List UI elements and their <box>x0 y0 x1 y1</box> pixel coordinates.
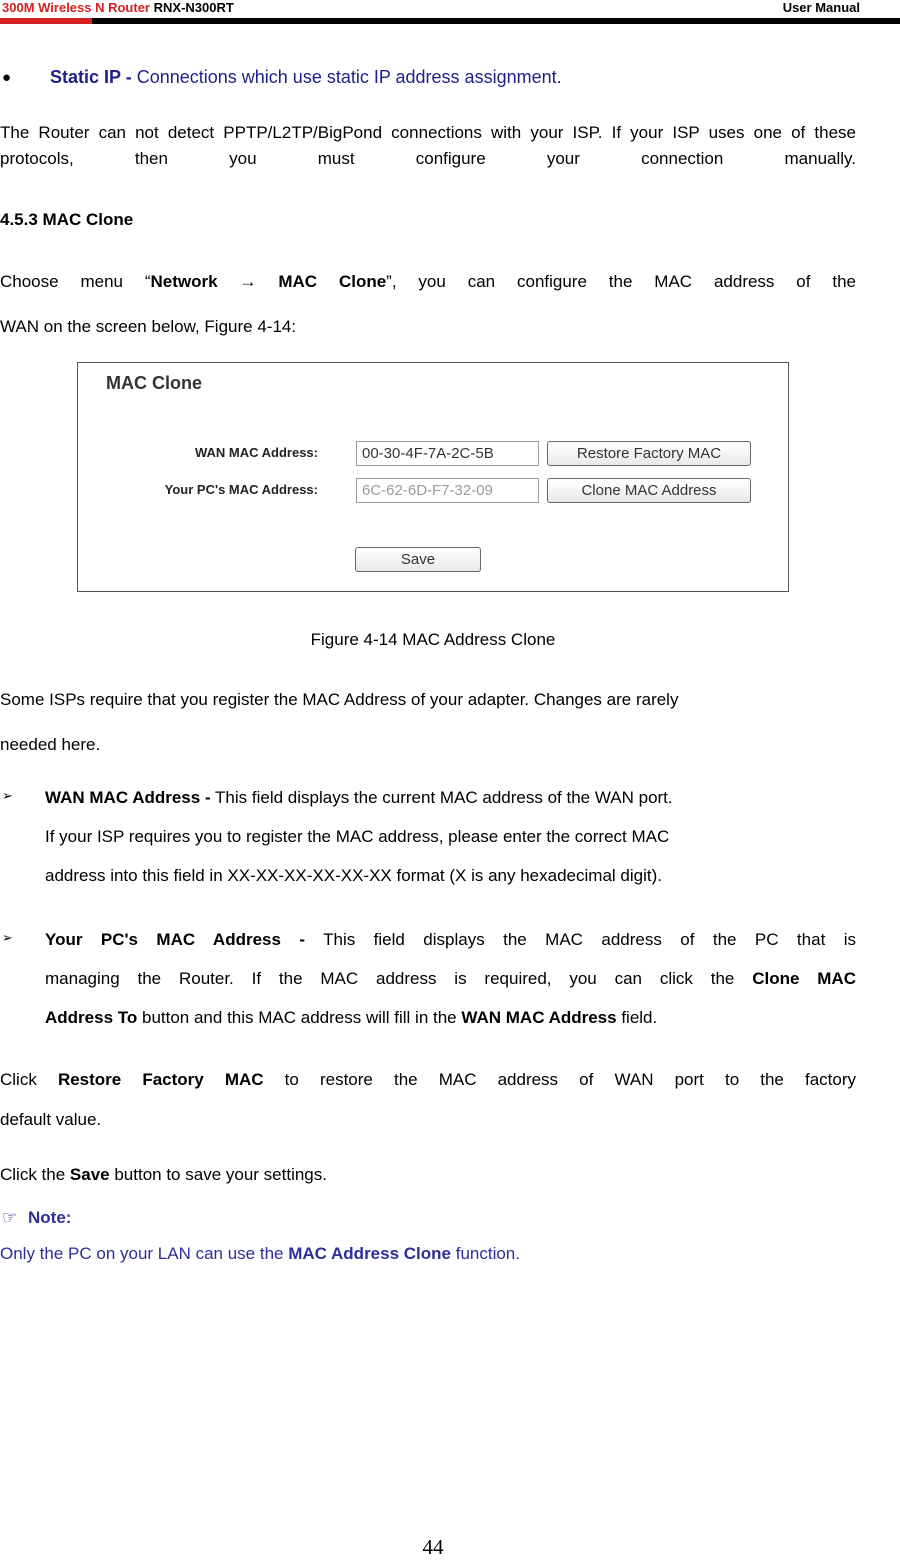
header-manual: User Manual <box>782 0 860 15</box>
pointing-hand-icon: ☞ <box>2 1208 18 1227</box>
pc-mac-label: Your PC's MAC Address: <box>164 482 318 497</box>
para-isp-line1: Some ISPs require that you register the MAC Address of your adapter. Changes are rarely <box>0 690 679 709</box>
para-restore: Click Restore Factory MAC to restore the MAC address of WAN port to the factory <box>0 1070 856 1089</box>
wan-mac-label: WAN MAC Address: <box>194 445 318 460</box>
para-detect: The Router can not detect PPTP/L2TP/BigPond connections with your ISP. If your ISP uses one of these protocols, then you must configure your connection manually. <box>0 123 856 168</box>
note-title: Note: <box>28 1208 72 1227</box>
figure-title: MAC Clone <box>106 373 202 393</box>
header-rule <box>0 18 900 24</box>
intro-line2: WAN on the screen below, Figure 4-14: <box>0 317 297 336</box>
bullet-dot-icon: ● <box>2 69 12 86</box>
pc-mac-item: Your PC's MAC Address - This field displays the MAC address of the PC that is managing the Router. If the MAC address is required, you can click the Clone MAC Address To button and this MAC address will fill in the WAN MAC Address field. <box>45 930 856 1027</box>
wan-mac-input[interactable]: 00-30-4F-7A-2C-5B <box>356 441 539 466</box>
arrow-bullet-icon: ➢ <box>2 930 13 945</box>
arrow-bullet-icon: ➢ <box>2 788 13 803</box>
save-button[interactable]: Save <box>355 547 481 572</box>
para-save: Click the Save button to save your settings. <box>0 1165 327 1184</box>
figure-caption: Figure 4-14 MAC Address Clone <box>310 630 556 649</box>
page-number: 44 <box>422 1535 444 1559</box>
pc-mac-input[interactable]: 6C-62-6D-F7-32-09 <box>356 478 539 503</box>
para-isp-line2: needed here. <box>0 735 101 754</box>
note-text: Only the PC on your LAN can use the MAC Address Clone function. <box>0 1244 520 1263</box>
para-restore-line2: default value. <box>0 1110 102 1129</box>
header-rule-accent <box>0 18 92 24</box>
static-ip-item: Static IP - Connections which use static IP address assignment. <box>50 67 562 87</box>
mac-clone-figure <box>77 362 789 592</box>
header-model: RNX-N300RT <box>153 0 234 15</box>
header-brand: 300M Wireless N Router RNX-N300RT <box>2 0 234 15</box>
clone-mac-address-button[interactable]: Clone MAC Address <box>547 478 751 503</box>
restore-factory-mac-button[interactable]: Restore Factory MAC <box>547 441 751 466</box>
section-title: 4.5.3 MAC Clone <box>0 210 134 229</box>
wan-mac-item: WAN MAC Address - This field displays the current MAC address of the WAN port. If your ISP requires you to register the MAC address, please enter the correct MAC address into this field in XX-XX-XX-XX-XX-XX format (X is any hexadecimal digit). <box>45 788 673 885</box>
intro-line1: Choose menu “Network → MAC Clone”, you can configure the MAC address of the <box>0 272 856 291</box>
